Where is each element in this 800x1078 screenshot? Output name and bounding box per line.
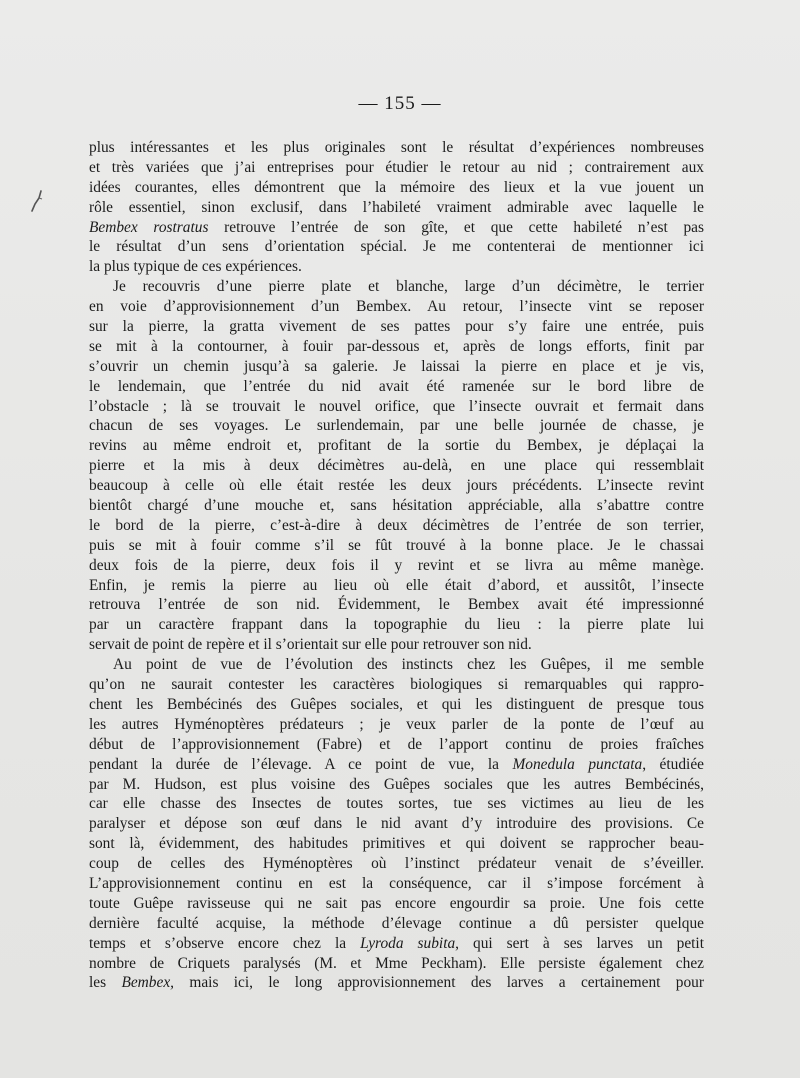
text-line: en voie d’approvisionnement d’un Bembex. Au retour, l’insecte vint se reposer xyxy=(89,298,704,316)
text-line: qu’on ne saurait contester les caractères biologiques si remarquables qui rappro- xyxy=(89,676,704,694)
text-line: sont là, évidemment, des habitudes primitives et qui doivent se rapprocher beau- xyxy=(89,835,704,853)
text-line: pendant la durée de l’élevage. A ce point de vue, la Monedula punctata, étudiée xyxy=(89,755,704,773)
text-line: plus intéressantes et les plus originales sont le résultat d’expériences nombreuses xyxy=(89,139,704,156)
text-line: retrouva l’entrée de son nid. Évidemment, le Bembex avait été impressionné xyxy=(89,596,704,614)
text-line: se mit à la contourner, à fouir par-dessous et, après de longs efforts, finit par xyxy=(89,337,704,355)
text-line: puis se mit à fouir comme s’il se fût trouvé à la bonne place. Je le chassai xyxy=(89,536,704,554)
text-line: par un caractère frappant dans la topographie du lieu : la pierre plate lui xyxy=(89,616,704,634)
text-line: coup de celles des Hyménoptères où l’instinct prédateur venait de s’éveiller. xyxy=(89,855,704,873)
text-line: pierre et la mis à deux décimètres au-delà, en une place qui ressemblait xyxy=(89,457,704,475)
text-line: le résultat d’un sens d’orientation spécial. Je me contenterai de mentionner ici xyxy=(89,238,704,256)
margin-pencil-mark xyxy=(30,190,44,212)
text-line: par M. Hudson, est plus voisine des Guêpes sociales que les autres Bembécinés, xyxy=(89,775,704,793)
text-line: le lendemain, que l’entrée du nid avait été ramenée sur le bord libre de xyxy=(89,377,704,395)
text-line: deux fois de la pierre, deux fois il y revint et se livra au même manège. xyxy=(89,556,704,574)
text-line: paralyser et dépose son œuf dans le nid avant d’y introduire des provisions. Ce xyxy=(89,815,704,833)
text-line: L’approvisionnement continu en est la conséquence, car il s’impose forcément à xyxy=(89,874,704,892)
text-line: temps et s’observe encore chez la Lyroda subita, qui sert à ses larves un petit xyxy=(89,934,704,952)
text-line: bientôt chargé d’une mouche et, sans hésitation appréciable, alla s’abattre contre xyxy=(89,497,704,515)
text-line: toute Guêpe ravisseuse qui ne sait pas encore engourdir sa proie. Une fois cette xyxy=(89,894,704,912)
text-line: beaucoup à celle où elle était restée les deux jours précédents. L’insecte revint xyxy=(89,477,704,495)
text-line: Au point de vue de l’évolution des instincts chez les Guêpes, il me semble xyxy=(113,656,704,674)
text-line: Je recouvris d’une pierre plate et blanche, large d’un décimètre, le terrier xyxy=(113,278,704,296)
text-line: car elle chasse des Insectes de toutes sortes, tue ses victimes au lieu de les xyxy=(89,795,704,813)
text-line: s’ouvrir un chemin jusqu’à sa galerie. Je laissai la pierre en place et je vis, xyxy=(89,357,704,375)
text-line: dernière faculté acquise, la méthode d’élevage continue a dû persister quelque xyxy=(89,914,704,932)
text-line: Enfin, je remis la pierre au lieu où elle était d’abord, et aussitôt, l’insecte xyxy=(89,576,704,594)
text-line: revins au même endroit et, profitant de la sortie du Bembex, je déplaçai la xyxy=(89,437,704,455)
text-line: idées courantes, elles démontrent que la mémoire des lieux et la vue jouent un xyxy=(89,178,704,196)
text-line: nombre de Criquets paralysés (M. et Mme Peckham). Elle persiste également chez xyxy=(89,954,704,972)
text-line: l’obstacle ; là se trouvait le nouvel orifice, que l’insecte ouvrait et fermait dans xyxy=(89,397,704,415)
body-text xyxy=(89,138,704,993)
text-line: le bord de la pierre, c’est-à-dire à deux décimètres de l’entrée de son terrier, xyxy=(89,516,704,534)
text-line: début de l’approvisionnement (Fabre) et de l’apport continu de proies fraîches xyxy=(89,735,704,753)
text-line: et très variées que j’ai entreprises pour étudier le retour au nid ; contrairement aux xyxy=(89,158,704,176)
text-line: chent les Bembécinés des Guêpes sociales, et qui les distinguent de presque tous xyxy=(89,695,704,713)
text-line: servait de point de repère et il s’orientait sur elle pour retrouver son nid. xyxy=(89,636,532,654)
text-line: sur la pierre, la gratta vivement de ses pattes pour s’y faire une entrée, puis xyxy=(89,318,704,336)
page-number: — 155 — xyxy=(358,93,442,114)
text-line: les Bembex, mais ici, le long approvisionnement des larves a certainement pour xyxy=(89,974,704,992)
text-line: Bembex rostratus retrouve l’entrée de son gîte, et que cette habileté n’est pas xyxy=(89,218,704,236)
text-line: les autres Hyménoptères prédateurs ; je veux parler de la ponte de l’œuf au xyxy=(89,715,704,733)
text-line: chacun de ses voyages. Le surlendemain, par une belle journée de chasse, je xyxy=(89,417,704,435)
text-line: la plus typique de ces expériences. xyxy=(89,258,302,276)
text-line: rôle essentiel, sinon exclusif, dans l’habileté vraiment admirable avec laquelle le xyxy=(89,198,704,216)
